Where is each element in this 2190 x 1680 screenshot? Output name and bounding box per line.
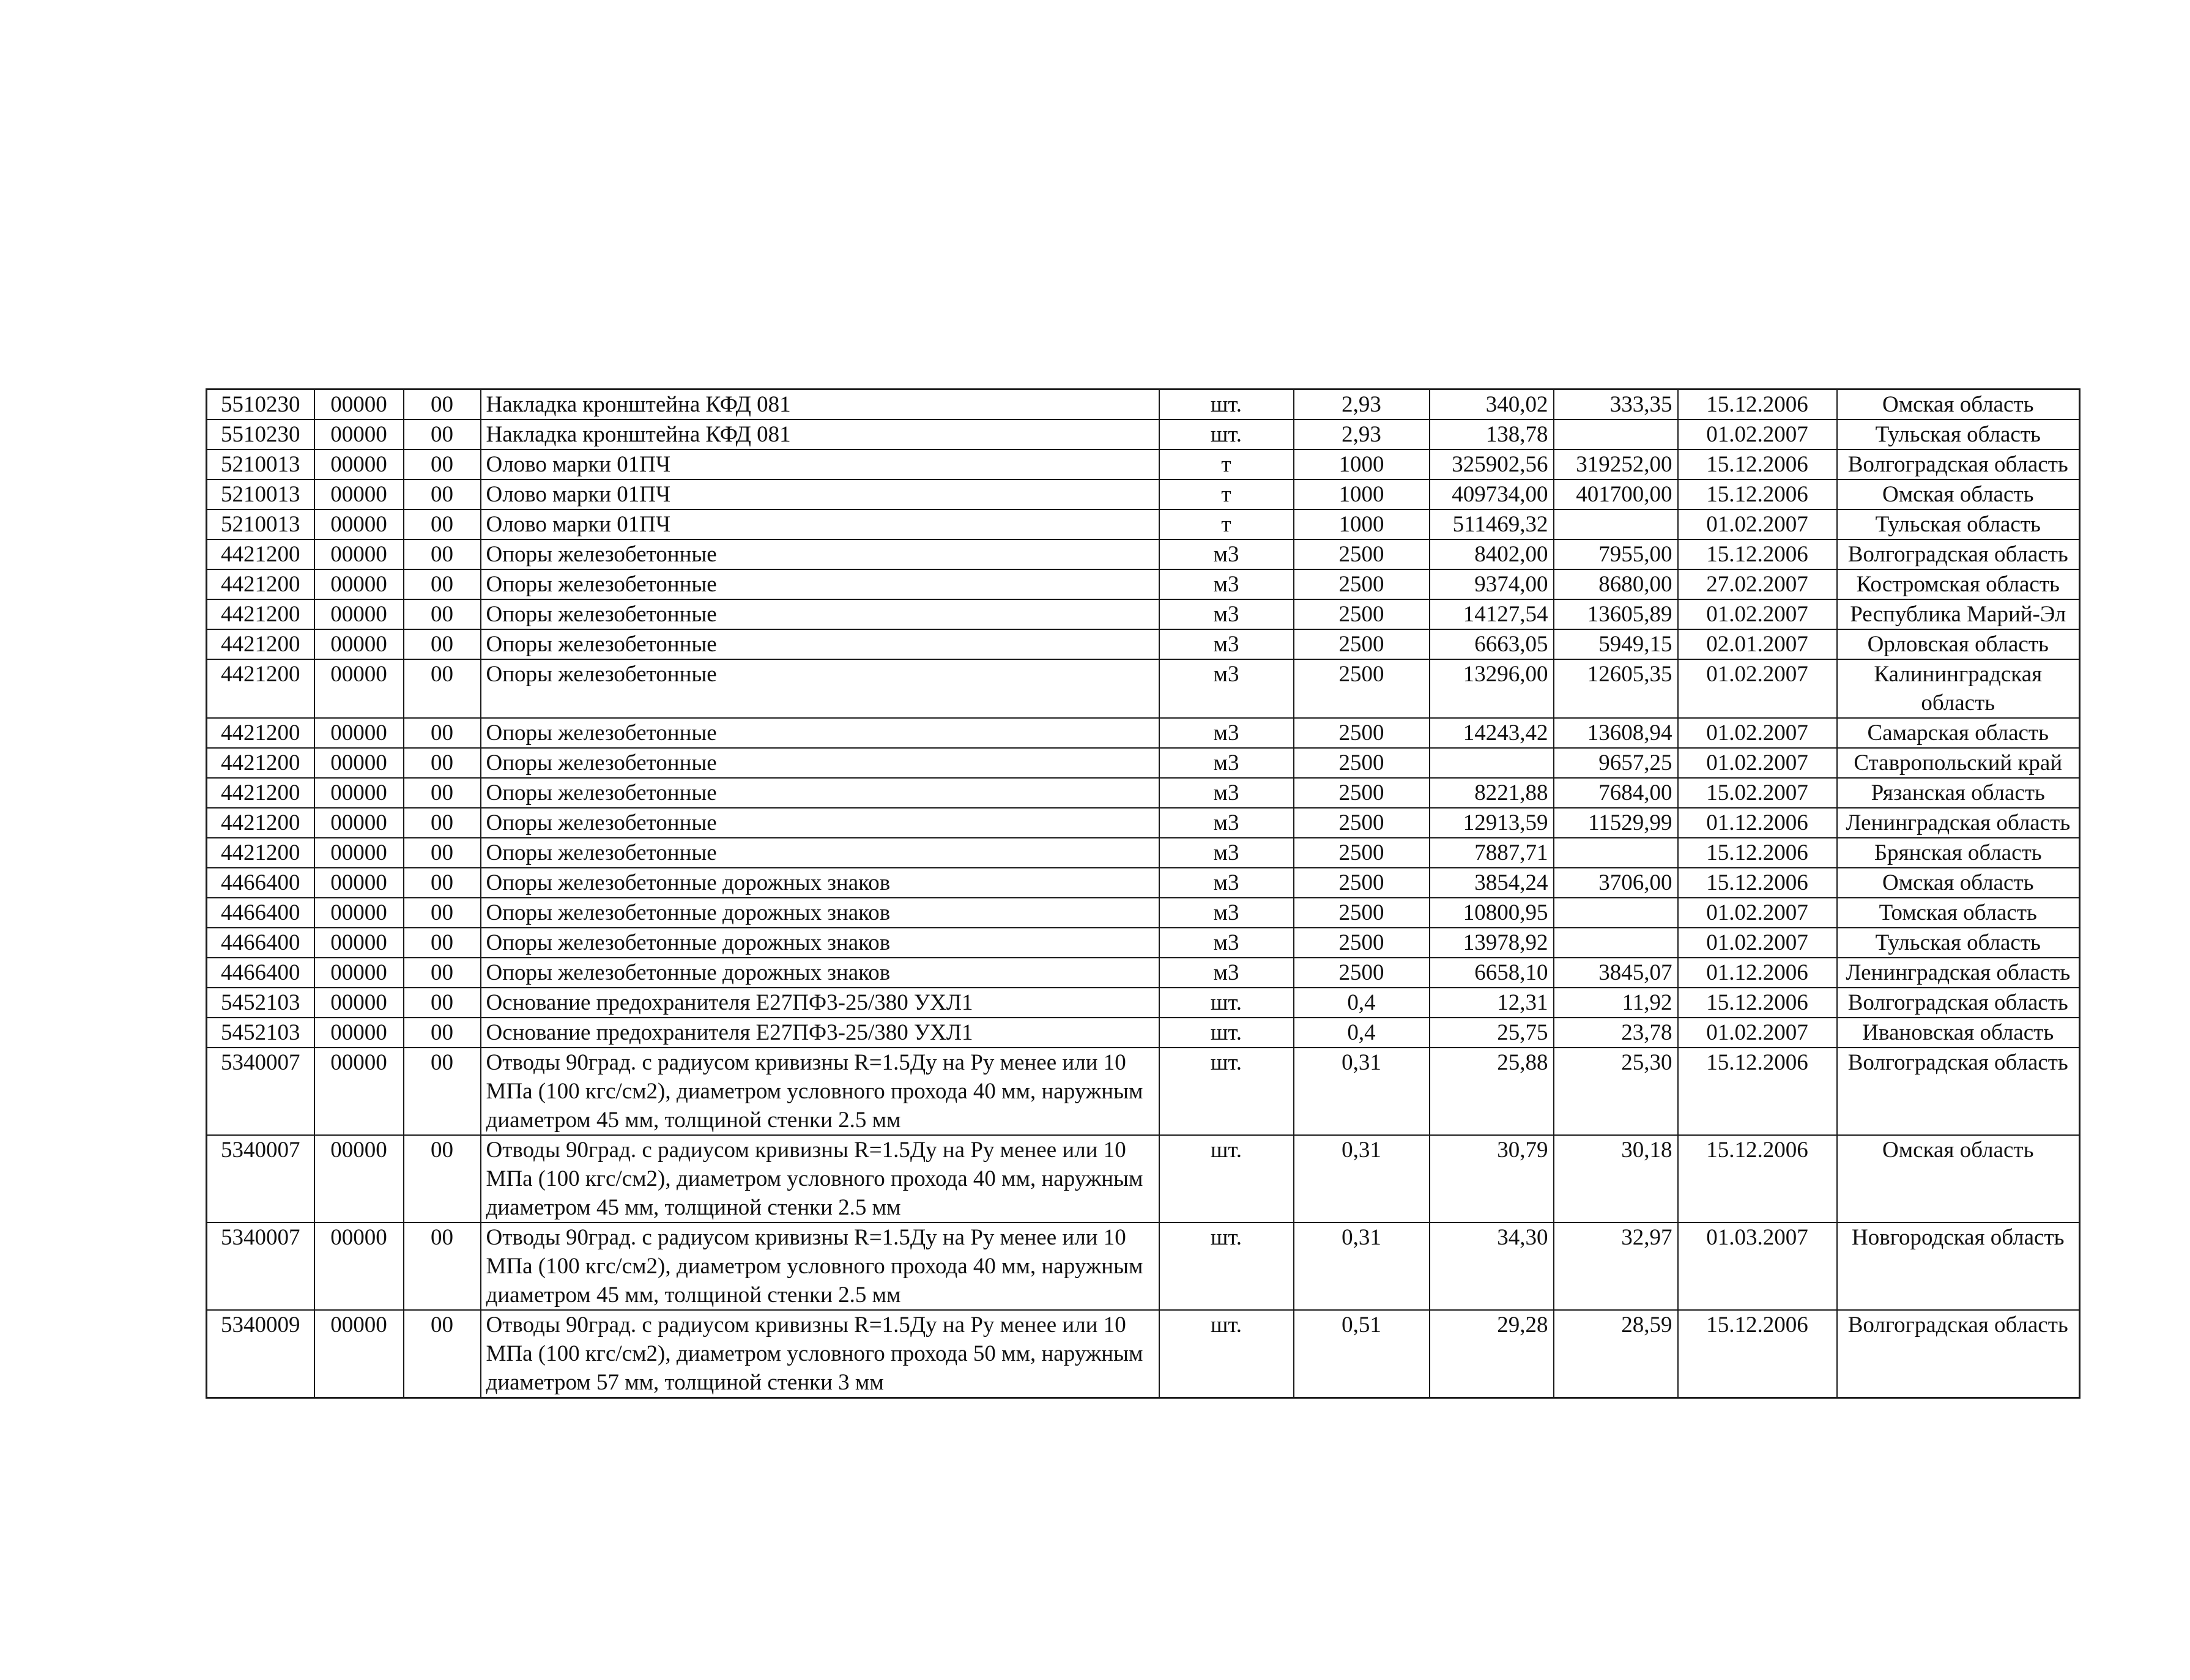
price-2-cell: 25,30 [1554,1048,1678,1135]
price-1-cell: 13296,00 [1430,659,1554,718]
unit-cell: м3 [1159,898,1294,928]
unit-cell: м3 [1159,539,1294,569]
subcode-cell: 00000 [314,778,404,808]
product-code-cell: 5210013 [207,509,314,539]
table-row [207,569,2080,599]
price-2-cell [1554,838,1678,868]
price-2-cell: 7955,00 [1554,539,1678,569]
quantity-cell: 0,4 [1294,1018,1430,1048]
subcode-cell: 00000 [314,988,404,1018]
subcode-cell: 00000 [314,450,404,479]
quantity-cell: 1000 [1294,450,1430,479]
variant-cell: 00 [404,808,481,838]
product-code-cell: 4466400 [207,868,314,898]
variant-cell: 00 [404,838,481,868]
product-code-cell: 5510230 [207,390,314,420]
subcode-cell: 00000 [314,928,404,958]
price-2-cell: 3845,07 [1554,958,1678,988]
variant-cell: 00 [404,928,481,958]
price-2-cell: 7684,00 [1554,778,1678,808]
quantity-cell: 0,31 [1294,1048,1430,1135]
variant-cell: 00 [404,629,481,659]
product-name-cell: Опоры железобетонные [481,539,1159,569]
date-cell: 15.12.2006 [1678,838,1837,868]
date-cell: 01.02.2007 [1678,599,1837,629]
product-name-cell: Олово марки 01ПЧ [481,479,1159,509]
unit-cell: м3 [1159,928,1294,958]
unit-cell: шт. [1159,1310,1294,1398]
date-cell: 01.02.2007 [1678,718,1837,748]
variant-cell: 00 [404,778,481,808]
variant-cell: 00 [404,898,481,928]
price-1-cell: 6663,05 [1430,629,1554,659]
price-1-cell: 511469,32 [1430,509,1554,539]
product-name-cell: Опоры железобетонные [481,838,1159,868]
unit-cell: м3 [1159,808,1294,838]
variant-cell: 00 [404,450,481,479]
subcode-cell: 00000 [314,629,404,659]
unit-cell: м3 [1159,718,1294,748]
product-name-cell: Олово марки 01ПЧ [481,509,1159,539]
table-row [207,599,2080,629]
subcode-cell: 00000 [314,1310,404,1398]
product-code-cell: 5340007 [207,1048,314,1135]
quantity-cell: 0,31 [1294,1135,1430,1223]
product-code-cell: 4421200 [207,599,314,629]
price-1-cell [1430,748,1554,778]
table-row [207,659,2080,718]
product-code-cell: 4421200 [207,569,314,599]
region-cell: Новгородская область [1837,1223,2080,1310]
subcode-cell: 00000 [314,1048,404,1135]
price-1-cell: 12913,59 [1430,808,1554,838]
date-cell: 01.02.2007 [1678,898,1837,928]
price-1-cell: 138,78 [1430,420,1554,450]
quantity-cell: 2500 [1294,569,1430,599]
subcode-cell: 00000 [314,718,404,748]
table-row [207,778,2080,808]
variant-cell: 00 [404,1223,481,1310]
table-row [207,420,2080,450]
unit-cell: м3 [1159,778,1294,808]
quantity-cell: 2500 [1294,808,1430,838]
table-row [207,450,2080,479]
date-cell: 15.02.2007 [1678,778,1837,808]
product-code-cell: 4421200 [207,748,314,778]
unit-cell: м3 [1159,958,1294,988]
table-row [207,539,2080,569]
unit-cell: т [1159,509,1294,539]
quantity-cell: 2500 [1294,928,1430,958]
variant-cell: 00 [404,539,481,569]
unit-cell: м3 [1159,868,1294,898]
price-2-cell: 319252,00 [1554,450,1678,479]
price-2-cell [1554,509,1678,539]
unit-cell: шт. [1159,1018,1294,1048]
date-cell: 01.02.2007 [1678,1018,1837,1048]
price-1-cell: 340,02 [1430,390,1554,420]
table-row [207,390,2080,420]
quantity-cell: 1000 [1294,479,1430,509]
quantity-cell: 2500 [1294,868,1430,898]
region-cell: Волгоградская область [1837,450,2080,479]
region-cell: Волгоградская область [1837,1048,2080,1135]
region-cell: Ставропольский край [1837,748,2080,778]
variant-cell: 00 [404,748,481,778]
price-1-cell: 10800,95 [1430,898,1554,928]
product-code-cell: 5210013 [207,450,314,479]
date-cell: 01.12.2006 [1678,958,1837,988]
price-1-cell: 25,88 [1430,1048,1554,1135]
subcode-cell: 00000 [314,808,404,838]
date-cell: 15.12.2006 [1678,1135,1837,1223]
quantity-cell: 2,93 [1294,390,1430,420]
quantity-cell: 2500 [1294,718,1430,748]
unit-cell: шт. [1159,1223,1294,1310]
subcode-cell: 00000 [314,420,404,450]
subcode-cell: 00000 [314,1018,404,1048]
variant-cell: 00 [404,1018,481,1048]
price-1-cell: 12,31 [1430,988,1554,1018]
region-cell: Тульская область [1837,928,2080,958]
subcode-cell: 00000 [314,509,404,539]
product-name-cell: Отводы 90град. с радиусом кривизны R=1.5Ду на Ру менее или 10 МПа (100 кгс/см2), диаметром условного прохода 40 мм, наружным диаметром 45 мм, толщиной стенки 2.5 мм [481,1223,1159,1310]
unit-cell: шт. [1159,988,1294,1018]
region-cell: Калининградская область [1837,659,2080,718]
price-2-cell: 3706,00 [1554,868,1678,898]
product-name-cell: Опоры железобетонные дорожных знаков [481,868,1159,898]
region-cell: Брянская область [1837,838,2080,868]
product-code-cell: 5510230 [207,420,314,450]
table-row [207,868,2080,898]
subcode-cell: 00000 [314,868,404,898]
subcode-cell: 00000 [314,958,404,988]
price-2-cell: 9657,25 [1554,748,1678,778]
subcode-cell: 00000 [314,659,404,718]
product-name-cell: Опоры железобетонные [481,659,1159,718]
product-name-cell: Опоры железобетонные [481,718,1159,748]
product-name-cell: Основание предохранителя Е27ПФ3-25/380 УХЛ1 [481,988,1159,1018]
date-cell: 01.02.2007 [1678,748,1837,778]
quantity-cell: 2500 [1294,659,1430,718]
table-row [207,1310,2080,1398]
product-code-cell: 5340007 [207,1135,314,1223]
unit-cell: м3 [1159,748,1294,778]
variant-cell: 00 [404,390,481,420]
price-1-cell: 9374,00 [1430,569,1554,599]
quantity-cell: 2500 [1294,599,1430,629]
unit-cell: шт. [1159,390,1294,420]
quantity-cell: 2500 [1294,539,1430,569]
price-2-cell: 13608,94 [1554,718,1678,748]
price-2-cell [1554,898,1678,928]
price-2-cell [1554,928,1678,958]
quantity-cell: 0,4 [1294,988,1430,1018]
price-2-cell: 12605,35 [1554,659,1678,718]
date-cell: 01.02.2007 [1678,928,1837,958]
product-name-cell: Опоры железобетонные дорожных знаков [481,898,1159,928]
table-row [207,748,2080,778]
product-name-cell: Отводы 90град. с радиусом кривизны R=1.5Ду на Ру менее или 10 МПа (100 кгс/см2), диаметром условного прохода 40 мм, наружным диаметром 45 мм, толщиной стенки 2.5 мм [481,1048,1159,1135]
quantity-cell: 2500 [1294,838,1430,868]
quantity-cell: 2500 [1294,629,1430,659]
region-cell: Костромская область [1837,569,2080,599]
product-code-cell: 5210013 [207,479,314,509]
variant-cell: 00 [404,1048,481,1135]
price-table-sheet [206,388,2080,1399]
product-name-cell: Олово марки 01ПЧ [481,450,1159,479]
product-name-cell: Накладка кронштейна КФД 081 [481,420,1159,450]
product-name-cell: Отводы 90град. с радиусом кривизны R=1.5Ду на Ру менее или 10 МПа (100 кгс/см2), диаметром условного прохода 50 мм, наружным диаметром 57 мм, толщиной стенки 3 мм [481,1310,1159,1398]
product-code-cell: 5452103 [207,988,314,1018]
region-cell: Волгоградская область [1837,1310,2080,1398]
region-cell: Омская область [1837,479,2080,509]
price-2-cell: 30,18 [1554,1135,1678,1223]
region-cell: Волгоградская область [1837,539,2080,569]
product-name-cell: Опоры железобетонные [481,599,1159,629]
price-1-cell: 29,28 [1430,1310,1554,1398]
unit-cell: м3 [1159,659,1294,718]
date-cell: 01.02.2007 [1678,659,1837,718]
subcode-cell: 00000 [314,1135,404,1223]
price-2-cell: 11,92 [1554,988,1678,1018]
subcode-cell: 00000 [314,569,404,599]
price-2-cell: 28,59 [1554,1310,1678,1398]
table-row [207,988,2080,1018]
subcode-cell: 00000 [314,838,404,868]
price-2-cell: 11529,99 [1554,808,1678,838]
unit-cell: шт. [1159,420,1294,450]
unit-cell: шт. [1159,1048,1294,1135]
table-row [207,1018,2080,1048]
product-name-cell: Опоры железобетонные дорожных знаков [481,928,1159,958]
unit-cell: шт. [1159,1135,1294,1223]
product-code-cell: 5452103 [207,1018,314,1048]
product-code-cell: 4421200 [207,539,314,569]
table-row [207,898,2080,928]
table-row [207,838,2080,868]
unit-cell: м3 [1159,629,1294,659]
variant-cell: 00 [404,1310,481,1398]
date-cell: 27.02.2007 [1678,569,1837,599]
price-1-cell: 14127,54 [1430,599,1554,629]
date-cell: 15.12.2006 [1678,1310,1837,1398]
region-cell: Республика Марий-Эл [1837,599,2080,629]
price-1-cell: 34,30 [1430,1223,1554,1310]
subcode-cell: 00000 [314,390,404,420]
date-cell: 01.02.2007 [1678,420,1837,450]
price-2-cell: 8680,00 [1554,569,1678,599]
price-1-cell: 6658,10 [1430,958,1554,988]
price-2-cell: 5949,15 [1554,629,1678,659]
variant-cell: 00 [404,569,481,599]
region-cell: Тульская область [1837,420,2080,450]
table-row [207,958,2080,988]
region-cell: Омская область [1837,1135,2080,1223]
variant-cell: 00 [404,659,481,718]
unit-cell: м3 [1159,569,1294,599]
quantity-cell: 0,51 [1294,1310,1430,1398]
price-2-cell: 32,97 [1554,1223,1678,1310]
table-row [207,509,2080,539]
price-2-cell: 23,78 [1554,1018,1678,1048]
region-cell: Тульская область [1837,509,2080,539]
variant-cell: 00 [404,868,481,898]
date-cell: 01.03.2007 [1678,1223,1837,1310]
product-code-cell: 4421200 [207,659,314,718]
region-cell: Самарская область [1837,718,2080,748]
price-1-cell: 409734,00 [1430,479,1554,509]
table-row [207,1135,2080,1223]
region-cell: Омская область [1837,390,2080,420]
region-cell: Волгоградская область [1837,988,2080,1018]
unit-cell: т [1159,479,1294,509]
subcode-cell: 00000 [314,479,404,509]
subcode-cell: 00000 [314,898,404,928]
price-1-cell: 25,75 [1430,1018,1554,1048]
price-1-cell: 8221,88 [1430,778,1554,808]
product-code-cell: 4421200 [207,808,314,838]
product-name-cell: Опоры железобетонные [481,808,1159,838]
quantity-cell: 2,93 [1294,420,1430,450]
region-cell: Ивановская область [1837,1018,2080,1048]
price-1-cell: 3854,24 [1430,868,1554,898]
price-2-cell [1554,420,1678,450]
quantity-cell: 2500 [1294,748,1430,778]
table-body [207,390,2080,1398]
date-cell: 15.12.2006 [1678,868,1837,898]
product-name-cell: Основание предохранителя Е27ПФ3-25/380 УХЛ1 [481,1018,1159,1048]
date-cell: 01.02.2007 [1678,509,1837,539]
price-1-cell: 325902,56 [1430,450,1554,479]
price-table [206,388,2080,1399]
quantity-cell: 1000 [1294,509,1430,539]
date-cell: 01.12.2006 [1678,808,1837,838]
date-cell: 15.12.2006 [1678,390,1837,420]
subcode-cell: 00000 [314,599,404,629]
variant-cell: 00 [404,718,481,748]
unit-cell: м3 [1159,838,1294,868]
region-cell: Ленинградская область [1837,808,2080,838]
region-cell: Томская область [1837,898,2080,928]
variant-cell: 00 [404,958,481,988]
product-code-cell: 4421200 [207,718,314,748]
product-name-cell: Отводы 90град. с радиусом кривизны R=1.5Ду на Ру менее или 10 МПа (100 кгс/см2), диаметром условного прохода 40 мм, наружным диаметром 45 мм, толщиной стенки 2.5 мм [481,1135,1159,1223]
product-code-cell: 4421200 [207,629,314,659]
price-1-cell: 7887,71 [1430,838,1554,868]
date-cell: 15.12.2006 [1678,450,1837,479]
variant-cell: 00 [404,599,481,629]
quantity-cell: 2500 [1294,958,1430,988]
table-row [207,1223,2080,1310]
region-cell: Орловская область [1837,629,2080,659]
product-name-cell: Опоры железобетонные [481,629,1159,659]
product-code-cell: 4466400 [207,958,314,988]
product-name-cell: Накладка кронштейна КФД 081 [481,390,1159,420]
date-cell: 15.12.2006 [1678,1048,1837,1135]
variant-cell: 00 [404,988,481,1018]
table-row [207,629,2080,659]
variant-cell: 00 [404,479,481,509]
table-row [207,808,2080,838]
product-name-cell: Опоры железобетонные дорожных знаков [481,958,1159,988]
date-cell: 15.12.2006 [1678,479,1837,509]
unit-cell: т [1159,450,1294,479]
unit-cell: м3 [1159,599,1294,629]
table-row [207,479,2080,509]
region-cell: Ленинградская область [1837,958,2080,988]
price-1-cell: 8402,00 [1430,539,1554,569]
price-1-cell: 14243,42 [1430,718,1554,748]
subcode-cell: 00000 [314,539,404,569]
table-row [207,928,2080,958]
variant-cell: 00 [404,420,481,450]
product-code-cell: 5340007 [207,1223,314,1310]
price-1-cell: 30,79 [1430,1135,1554,1223]
product-code-cell: 5340009 [207,1310,314,1398]
product-code-cell: 4466400 [207,928,314,958]
product-code-cell: 4421200 [207,778,314,808]
variant-cell: 00 [404,1135,481,1223]
date-cell: 15.12.2006 [1678,988,1837,1018]
price-1-cell: 13978,92 [1430,928,1554,958]
product-code-cell: 4466400 [207,898,314,928]
table-row [207,718,2080,748]
subcode-cell: 00000 [314,1223,404,1310]
product-name-cell: Опоры железобетонные [481,748,1159,778]
price-2-cell: 333,35 [1554,390,1678,420]
product-name-cell: Опоры железобетонные [481,569,1159,599]
quantity-cell: 2500 [1294,898,1430,928]
region-cell: Омская область [1837,868,2080,898]
variant-cell: 00 [404,509,481,539]
price-2-cell: 401700,00 [1554,479,1678,509]
product-code-cell: 4421200 [207,838,314,868]
date-cell: 15.12.2006 [1678,539,1837,569]
region-cell: Рязанская область [1837,778,2080,808]
price-2-cell: 13605,89 [1554,599,1678,629]
subcode-cell: 00000 [314,748,404,778]
product-name-cell: Опоры железобетонные [481,778,1159,808]
quantity-cell: 2500 [1294,778,1430,808]
date-cell: 02.01.2007 [1678,629,1837,659]
quantity-cell: 0,31 [1294,1223,1430,1310]
table-row [207,1048,2080,1135]
